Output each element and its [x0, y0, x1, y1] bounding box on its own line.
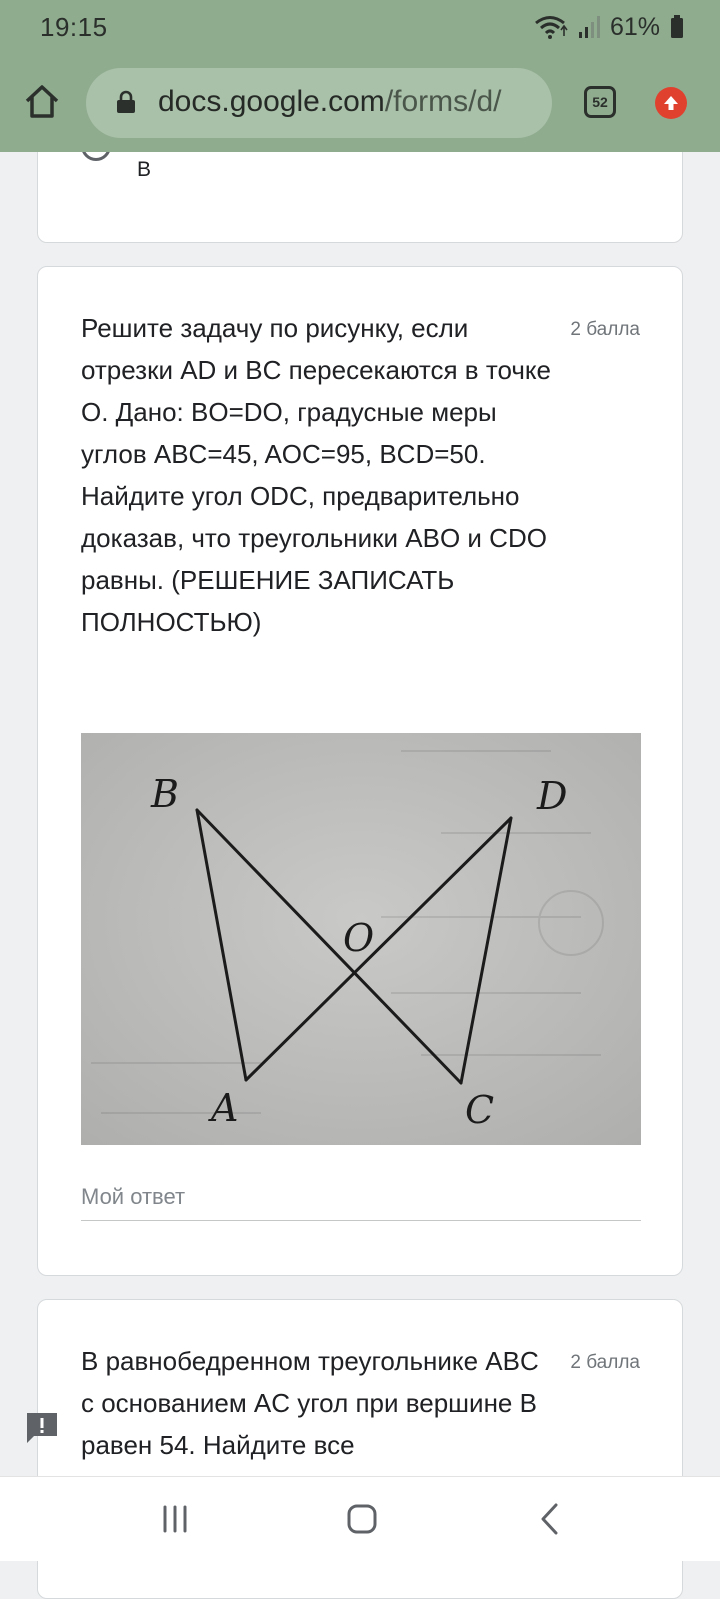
tab-switcher-button[interactable] [584, 86, 616, 118]
home-icon[interactable] [22, 82, 62, 122]
label-c: C [465, 1088, 495, 1132]
recents-icon[interactable] [155, 1499, 195, 1539]
question-points: 2 балла [570, 319, 640, 340]
question-text: Решите задачу по рисунку, если отрезки AD и BC пересекаются в точке O. Дано: BO=DO, градусные меры углов ABC=45, AOC=95, BCD=50. Найдите угол ODC, предварительно доказав, что треугольники ABO и CDO равны. (РЕШЕНИЕ ЗАПИСАТЬ ПОЛНОСТЬЮ) [81, 313, 552, 637]
nav-home-icon[interactable] [342, 1499, 382, 1539]
question-points-2: 2 балла [570, 1352, 640, 1373]
url-text [158, 85, 502, 119]
wifi-icon [534, 14, 568, 40]
update-button[interactable] [655, 87, 687, 119]
tab-count: 52 [592, 94, 608, 110]
status-time: 19:15 [40, 12, 108, 42]
label-b: B [151, 772, 179, 816]
system-nav-bar [0, 1476, 720, 1561]
answer-input[interactable] [81, 1182, 641, 1221]
label-d: D [537, 774, 568, 818]
battery-percent: 61% [609, 12, 660, 41]
url-domain: docs.google.com [158, 85, 385, 118]
answer-placeholder: Мой ответ [81, 1184, 186, 1209]
url-bar[interactable] [86, 68, 552, 138]
question-card [37, 266, 683, 1276]
option-label: B [137, 158, 152, 181]
back-icon[interactable] [530, 1499, 570, 1539]
status-icons [534, 12, 684, 42]
signal-icon [578, 15, 600, 39]
battery-icon [670, 15, 684, 39]
arrow-up-icon [661, 93, 681, 113]
browser-chrome [0, 0, 720, 152]
question-figure [81, 733, 641, 1145]
feedback-icon[interactable] [24, 1410, 60, 1446]
geometry-figure [81, 733, 641, 1145]
label-a: A [211, 1086, 239, 1130]
url-path: /forms/d/ [384, 85, 502, 118]
lock-icon [116, 90, 136, 114]
label-o: O [343, 916, 375, 960]
question-text-2: В равнобедренном треугольнике ABC с основанием AC угол при вершине B равен 54. Найдите все [81, 1346, 539, 1460]
